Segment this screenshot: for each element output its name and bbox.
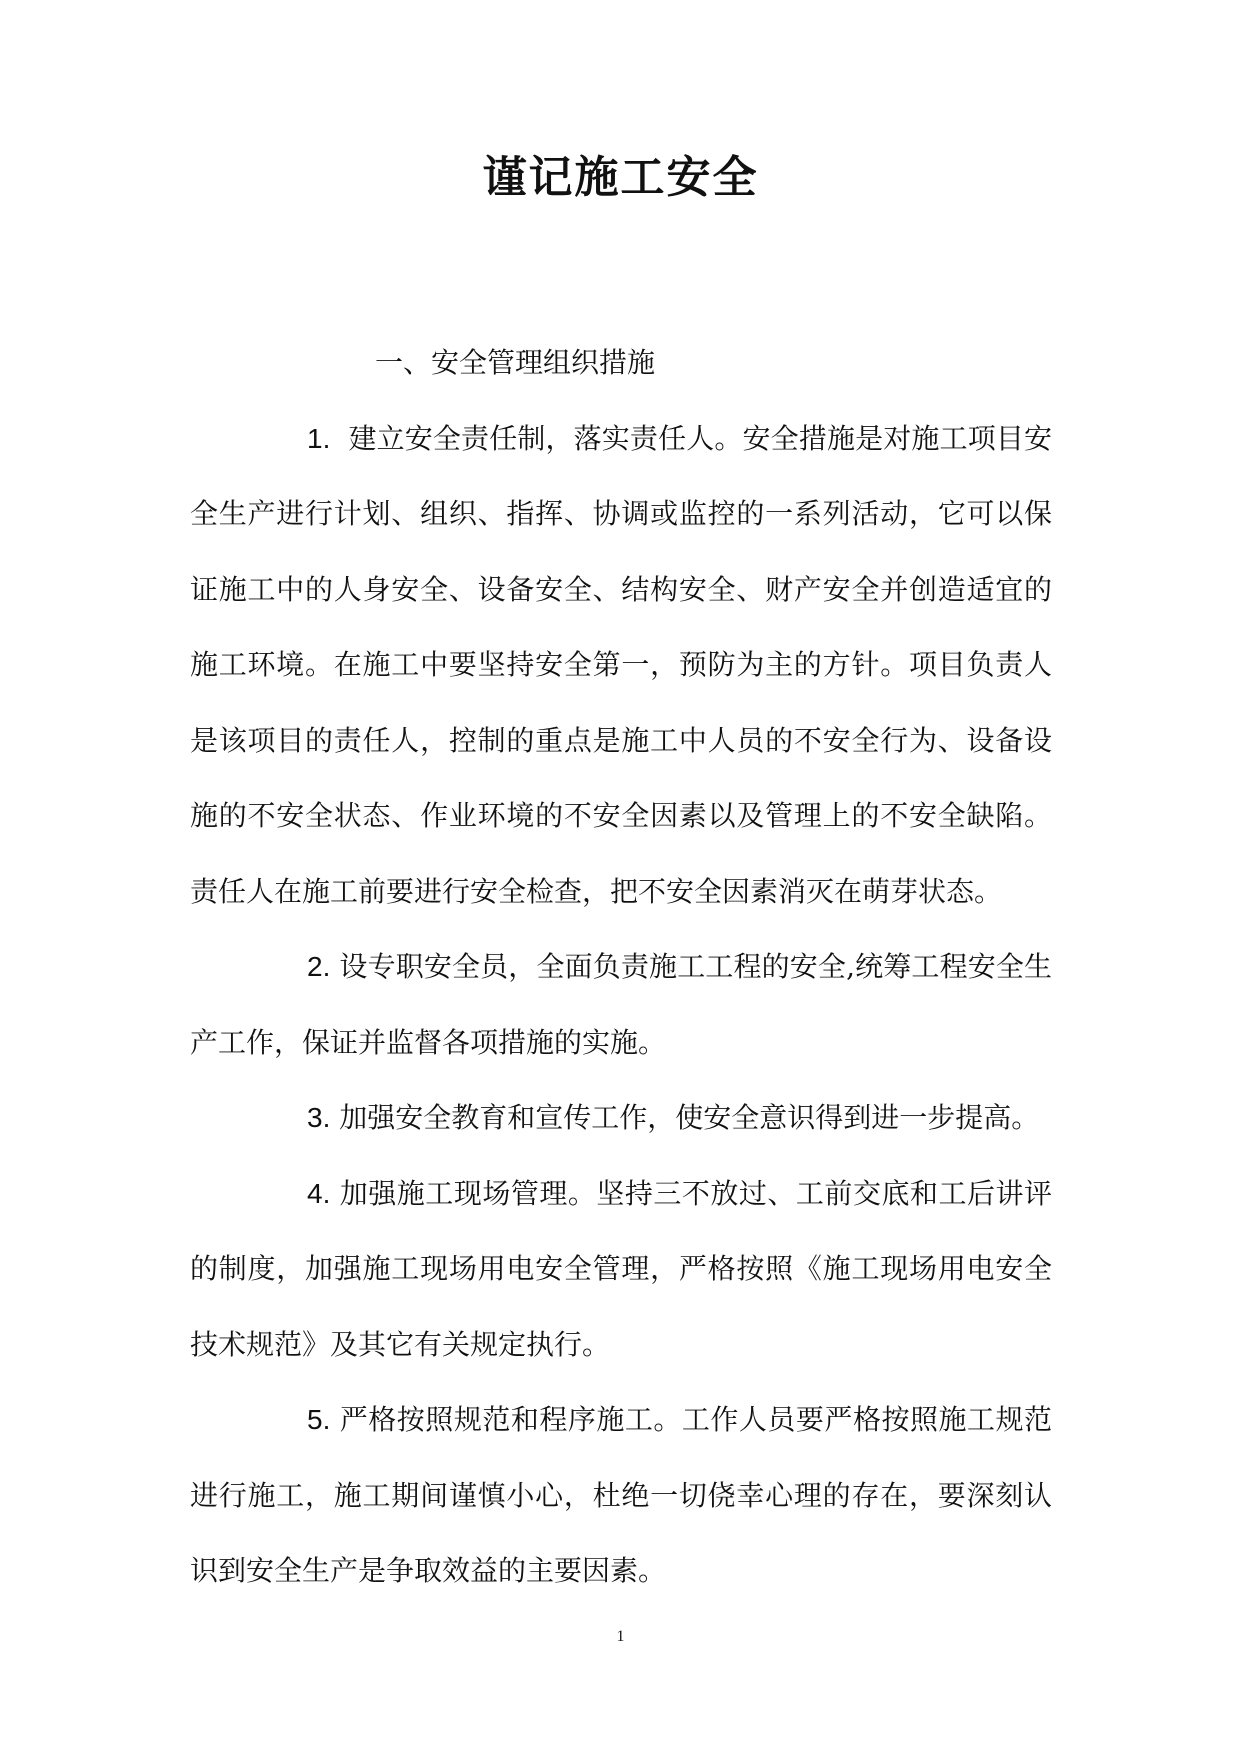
paragraph-number: 2. [307,951,331,982]
paragraph-number: 3. [307,1102,331,1133]
paragraph-text: 设专职安全员，全面负责施工工程的安全,统筹工程安全生产工作，保证并监督各项措施的实施。 [190,950,1053,1059]
document-title: 谨记施工安全 [482,152,759,203]
paragraph-number: 1. [307,422,331,454]
document-body [190,325,1052,1609]
paragraph-text: 建立安全责任制，落实责任人。安全措施是对施工项目安全生产进行计划、组织、指挥、协调或监控的一系列活动，它可以保证施工中的人身安全、设备安全、结构安全、财产安全并创造适宜的施工环境。在施工中要坚持安全第一，预防为主的方针。项目负责人是该项目的责任人，控制的重点是施工中人员的不安全行为、设备设施的不安全状态、作业环境的不安全因素以及管理上的不安全缺陷。责任人在施工前要进行安全检查，把不安全因素消灭在萌芽状态。 [190,421,1052,908]
paragraph-number: 4. [307,1177,331,1209]
paragraph-text: 严格按照规范和程序施工。工作人员要严格按照施工规范进行施工，施工期间谨慎小心，杜绝一切侥幸心理的存在，要深刻认识到安全生产是争取效益的主要因素。 [190,1403,1052,1587]
paragraph-number: 5. [307,1404,331,1435]
paragraph-text: 加强安全教育和宣传工作，使安全意识得到进一步提高。 [339,1101,1040,1134]
paragraph-1 [190,401,1052,930]
paragraph-5 [190,1382,1052,1609]
section-heading: 一、安全管理组织措施 [375,346,656,379]
paragraph-4 [190,1156,1052,1383]
paragraph-2 [190,929,1052,1080]
paragraph-3 [190,1080,1052,1156]
paragraph-text: 加强施工现场管理。坚持三不放过、工前交底和工后讲评的制度，加强施工现场用电安全管理，严格按照《施工现场用电安全技术规范》及其它有关规定执行。 [190,1176,1052,1361]
page-number: 1 [616,1628,625,1645]
